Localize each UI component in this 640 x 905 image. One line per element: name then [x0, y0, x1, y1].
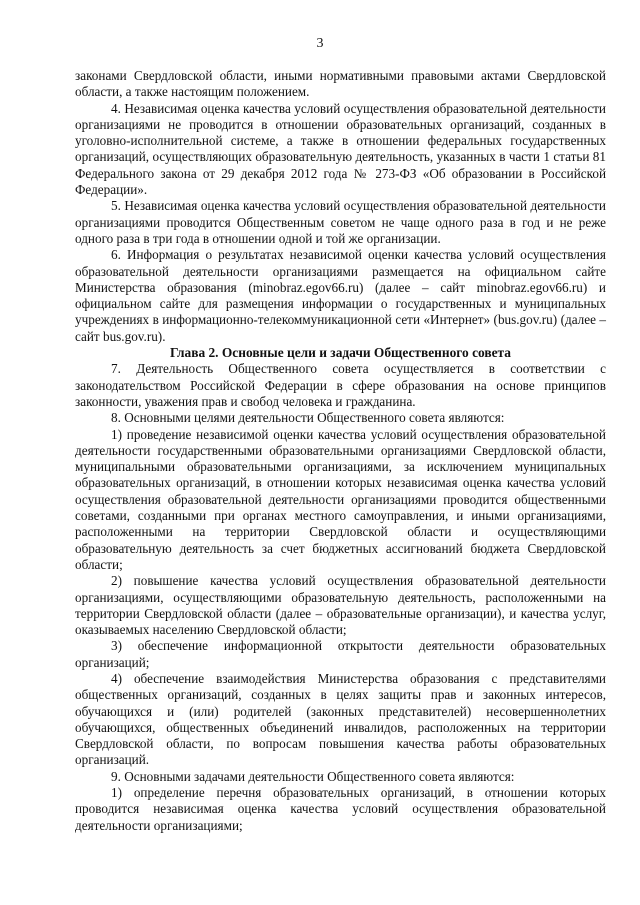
- goal-item-2: 2) повышение качества условий осуществления образовательной деятельности организациями, осуществляющими образовательную деятельность, расположенными на территории Свердловской области (далее – образовательные организации), и качества услуг, оказываемых населению Свердловской области;: [75, 573, 606, 638]
- page-number: 3: [316, 36, 324, 51]
- paragraph-item-9: 9. Основными задачами деятельности Общественного совета являются:: [111, 768, 515, 784]
- goal-item-4: 4) обеспечение взаимодействия Министерства образования с представителями общественных организаций, созданных в целях защиты прав и законных интересов, обучающихся и (или) родителей (законных представителей) несовершеннолетних обучающихся, общественных объединений инвалидов, расположенных на территории Свердловской области, по вопросам повышения качества работы образовательных организаций.: [75, 670, 606, 768]
- document-body: [75, 68, 606, 834]
- task-item-1: 1) определение перечня образовательных организаций, в отношении которых проводится независимая оценка качества условий осуществления образовательной деятельности организациями;: [75, 785, 606, 833]
- paragraph-item-4: 4. Независимая оценка качества условий осуществления образовательной деятельности организациями не проводится в отношении образовательных организаций, созданных в уголовно-исполнительной системе, а также в отношении федеральных государственных организаций, осуществляющих образовательную деятельность, указанных в части 1 статьи 81 Федерального закона от 29 декабря 2012 года № 273-ФЗ «Об образовании в Российской Федерации».: [75, 100, 606, 198]
- paragraph-item-6: 6. Информация о результатах независимой оценки качества условий осуществления образовательной деятельности организациями размещается на официальном сайте Министерства образования (minobraz.egov66.ru) (далее – сайт minobraz.egov66.ru) и официальном сайте для размещения информации о государственных и муниципальных учреждениях в информационно-телекоммуникационной сети «Интернет» (bus.gov.ru) (далее – сайт bus.gov.ru).: [75, 247, 606, 344]
- chapter-title: Глава 2. Основные цели и задачи Общественного совета: [170, 345, 511, 361]
- paragraph-item-5: 5. Независимая оценка качества условий осуществления образовательной деятельности организациями проводится Общественным советом не чаще одного раза в год и не реже одного раза в три года в отношении одной и той же организации.: [75, 198, 606, 246]
- paragraph-continuation: законами Свердловской области, иными нормативными правовыми актами Свердловской области, а также настоящим положением.: [75, 68, 606, 100]
- paragraph-item-7: 7. Деятельность Общественного совета осуществляется в соответствии с законодательством Российской Федерации в сфере образования на основе принципов законности, уважения прав и свобод человека и гражданина.: [75, 361, 606, 409]
- goal-item-1: 1) проведение независимой оценки качества условий осуществления образовательной деятельности государственными образовательными организациями Свердловской области, муниципальными образовательными организациями, за исключением муниципальных образовательных организаций, в отношении которых независимая оценка качества условий осуществления образовательной деятельности организациями проводится общественными советами, созданными при органах местного самоуправления, и иными организациями, расположенными на территории Свердловской области и осуществляющими образовательную деятельность за счет бюджетных ассигнований бюджета Свердловской области;: [75, 426, 606, 572]
- paragraph-item-8: 8. Основными целями деятельности Общественного совета являются:: [111, 410, 505, 426]
- goal-item-3: 3) обеспечение информационной открытости деятельности образовательных организаций;: [75, 638, 606, 670]
